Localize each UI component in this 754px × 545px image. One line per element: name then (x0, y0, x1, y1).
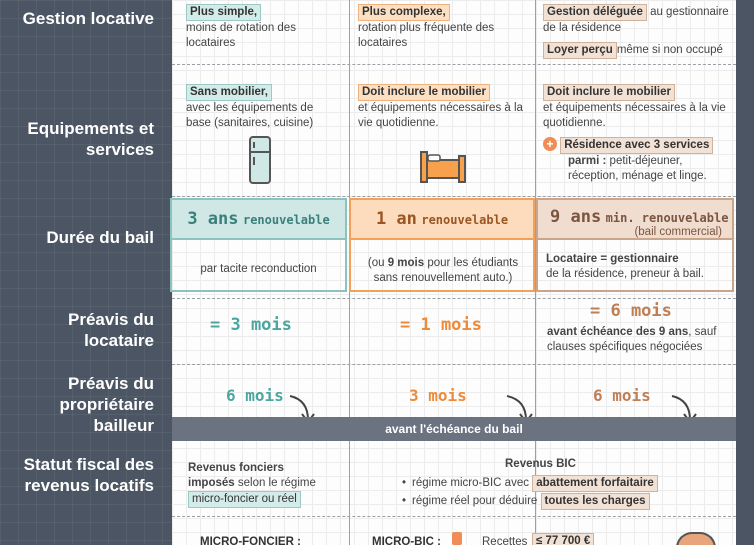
highlight: ≤ 77 700 € (532, 533, 594, 545)
highlight: Résidence avec 3 services (560, 137, 713, 154)
statut-cell-1 (188, 461, 338, 508)
duree-detail-1 (170, 240, 347, 292)
duree-qualifier: renouvelable (421, 213, 509, 227)
cell-bold: Locataire = gestionnaire (546, 253, 679, 265)
highlight: toutes les charges (541, 493, 650, 510)
highlight: Gestion déléguée (543, 4, 647, 21)
row-label-equipements: Equipements et services (27, 119, 154, 159)
cell-bold: 9 mois (387, 257, 425, 269)
cell-text: de la résidence, preneur à bail. (546, 268, 704, 280)
cell-text: rotation plus fréquente des locataires (358, 22, 495, 49)
cell-bold: avant échéance des 9 ans (547, 326, 689, 338)
preavis-proprietaire-2: 3 mois (409, 386, 467, 405)
right-margin (736, 0, 754, 545)
fridge-icon (248, 135, 272, 185)
cell-text: et équipements nécessaires à la vie quotidienne. (543, 102, 726, 129)
duree-qualifier: renouvelable (242, 213, 330, 227)
duree-box-3 (536, 198, 734, 240)
highlight: Loyer perçu (543, 42, 617, 59)
highlight: Sans mobilier, (186, 84, 272, 101)
cell-text: , sauf clauses spécifiques négociées (547, 326, 717, 353)
plus-icon: + (543, 137, 557, 151)
row-separator (172, 298, 736, 299)
cell-text: régime réel pour déduire (412, 495, 538, 507)
highlight: abattement forfaitaire (532, 475, 658, 492)
bed-icon (418, 146, 468, 184)
gestion-cell-1 (186, 4, 341, 51)
row-separator (172, 64, 736, 65)
duree-box-2 (349, 198, 535, 240)
row-separator (172, 516, 736, 517)
cell-bold: Revenus fonciers (188, 462, 284, 474)
cell-bold: imposés (188, 477, 235, 489)
duree-value: 9 ans (550, 207, 602, 227)
cell-text: Recettes (482, 536, 528, 545)
row-label-statut-fiscal: Statut fiscal des revenus locatifs (23, 455, 154, 495)
duree-box-1 (170, 198, 347, 240)
preavis-locataire-2: = 1 mois (400, 315, 482, 335)
row-label-duree: Durée du bail (46, 228, 154, 247)
tag-icon (452, 532, 462, 545)
cell-text: par tacite reconduction (200, 263, 317, 275)
cell-text: pour les étudiants sans renouvellement auto.) (373, 257, 519, 284)
cell-text: même si non occupé (616, 44, 723, 56)
preavis-proprietaire-1: 6 mois (226, 386, 284, 405)
highlight: Plus complexe, (358, 4, 450, 21)
gestion-cell-3 (543, 4, 731, 59)
cell-text: avec les équipements de base (sanitaires, cuisine) (186, 102, 314, 129)
cell-text: (ou (367, 257, 388, 269)
gestion-cell-2 (358, 4, 528, 51)
cell-text: selon le régime (237, 477, 316, 489)
preavis-locataire-3-text (547, 325, 735, 355)
cell-text (357, 256, 529, 286)
highlight: Plus simple, (186, 4, 261, 21)
cell-bold: Revenus BIC (505, 458, 576, 470)
duree-subtitle: (bail commercial) (634, 226, 722, 238)
echeance-band: avant l'échéance du bail (172, 417, 736, 441)
cell-text: et équipements nécessaires à la vie quotidienne. (358, 102, 523, 129)
duree-value: 1 an (375, 209, 417, 229)
equip-cell-3 (543, 84, 733, 184)
row-label-sidebar (0, 0, 172, 545)
preavis-locataire-1: = 3 mois (210, 315, 292, 335)
cell-text: régime micro-BIC avec (412, 477, 529, 489)
row-label-preavis-proprietaire: Préavis du propriétaire bailleur (59, 374, 154, 435)
row-separator (172, 364, 736, 365)
preavis-proprietaire-3: 6 mois (593, 386, 651, 405)
plafond-cell (532, 533, 594, 545)
cell-text: moins de rotation des locataires (186, 22, 296, 49)
duree-detail-3 (536, 240, 734, 292)
highlight: Doit inclure le mobilier (543, 84, 675, 101)
cell-text: petit-déjeuner, réception, ménage et linge. (568, 155, 707, 182)
row-label-preavis-locataire: Préavis du locataire (68, 310, 154, 350)
bullet-icon: • (402, 477, 407, 489)
preavis-locataire-3: = 6 mois (590, 301, 672, 321)
row-label-gestion: Gestion locative (22, 9, 154, 28)
equip-cell-2 (358, 84, 530, 131)
bullet-icon: • (402, 495, 407, 507)
micro-bic-label: MICRO-BIC : (372, 536, 441, 545)
micro-foncier-label: MICRO-FONCIER : (200, 536, 301, 545)
equip-cell-1 (186, 84, 341, 131)
cell-text: parmi : (568, 155, 607, 167)
duree-detail-2 (349, 240, 535, 292)
row-separator (172, 196, 736, 197)
statut-cell-2 (402, 457, 732, 510)
duree-value: 3 ans (187, 209, 239, 229)
highlight: micro-foncier ou réel (188, 491, 301, 508)
cell-text: au gestionnaire de la résidence (543, 6, 729, 34)
highlight: Doit inclure le mobilier (358, 84, 490, 101)
duree-qualifier: min. renouvelable (605, 211, 729, 225)
